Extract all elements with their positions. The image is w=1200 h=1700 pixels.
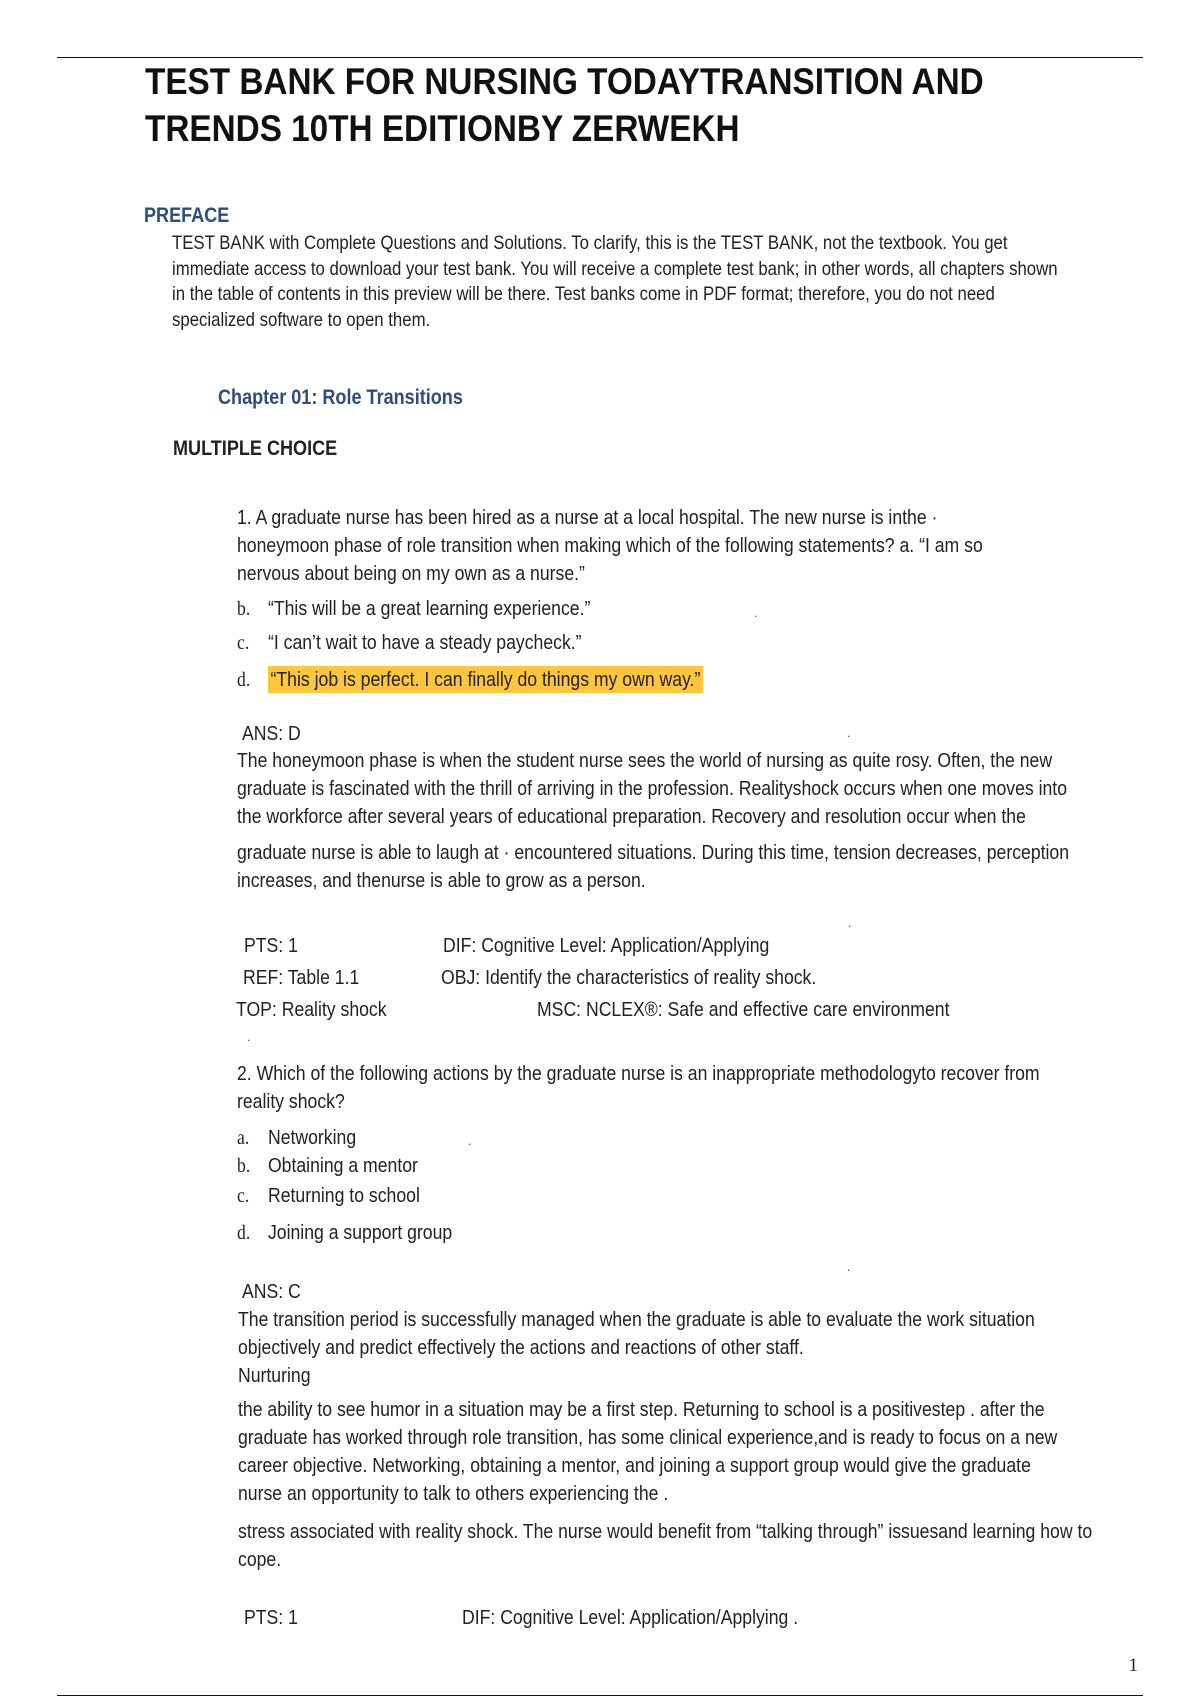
stray-dot: . [847, 726, 851, 740]
stem-line: nervous about being on my own as a nurse.” [237, 562, 585, 585]
option-text: “I can’t wait to have a steady paycheck.” [267, 631, 582, 654]
preface-heading: PREFACE [144, 204, 230, 227]
rationale-line: The transition period is successfully managed when the graduate is able to evaluate the work situation [238, 1308, 1035, 1331]
question-1-obj: OBJ: Identify the characteristics of reality shock. [441, 966, 817, 989]
preface-line: in the table of contents in this preview will be there. Test banks come in PDF format; therefore, you do not need [172, 283, 995, 305]
preface-text [172, 231, 1058, 333]
stem-line: 2. Which of the following actions by the graduate nurse is an inappropriate methodologyto recover from [237, 1062, 1040, 1085]
option-text: Networking [267, 1126, 357, 1149]
rationale-line: cope. [238, 1548, 282, 1571]
rationale-line: graduate nurse is able to laugh at · encountered situations. During this time, tension decreases, perception [237, 841, 1070, 864]
page-number: 1 [1128, 1655, 1138, 1676]
rationale-line: stress associated with reality shock. The nurse would benefit from “talking through” issuesand learning how to [238, 1520, 1093, 1543]
question-2-dif: DIF: Cognitive Level: Application/Applying . [462, 1606, 799, 1629]
option-letter: b. [237, 598, 251, 620]
option-text: Joining a support group [267, 1221, 453, 1244]
question-1-option-c [237, 631, 582, 655]
rationale-line: nurse an opportunity to talk to others experiencing the . [238, 1482, 669, 1505]
stray-dot: . [468, 1134, 472, 1148]
highlighted-answer-text: “This job is perfect. I can finally do things my own way.” [268, 666, 703, 693]
rationale-line: increases, and thenurse is able to grow as a person. [237, 869, 646, 892]
stray-dot: . [847, 1260, 851, 1274]
option-letter: d. [237, 1222, 251, 1244]
question-1-pts: PTS: 1 [244, 934, 298, 957]
option-text: “This will be a great learning experience.” [267, 597, 591, 620]
rationale-line: career objective. Networking, obtaining a mentor, and joining a support group would give the graduate [238, 1454, 1031, 1477]
question-2-option-c [237, 1184, 420, 1208]
option-letter: c. [237, 1185, 250, 1207]
stem-line: 1. A graduate nurse has been hired as a nurse at a local hospital. The new nurse is inthe · [237, 506, 938, 529]
stray-dot: . [848, 916, 852, 930]
question-1-top: TOP: Reality shock [236, 998, 387, 1021]
stray-dot: . [754, 606, 758, 620]
rationale-line: The honeymoon phase is when the student nurse sees the world of nursing as quite rosy. Often, the new [237, 749, 1053, 772]
question-2-rationale [238, 1306, 1092, 1574]
preface-line: immediate access to download your test bank. You will receive a complete test bank; in other words, all chapters shown [172, 257, 1058, 280]
question-2-option-b [237, 1154, 418, 1178]
preface-line: TEST BANK with Complete Questions and Solutions. To clarify, this is the TEST BANK, not the textbook. You get [172, 232, 1008, 254]
rationale-line: the workforce after several years of educational preparation. Recovery and resolution occur when the [237, 805, 1026, 828]
option-letter: b. [237, 1155, 251, 1177]
question-1-answer: ANS: D [242, 722, 301, 745]
section-heading: MULTIPLE CHOICE [173, 437, 338, 460]
option-text: Returning to school [267, 1184, 420, 1207]
rationale-line: objectively and predict effectively the actions and reactions of other staff. [238, 1336, 804, 1359]
question-1-rationale [237, 747, 1069, 895]
rationale-line: Nurturing [238, 1364, 311, 1387]
question-2-option-a [237, 1126, 356, 1150]
question-1-msc: MSC: NCLEX®: Safe and effective care environment [537, 998, 950, 1021]
question-2-option-d [237, 1221, 452, 1245]
question-2-stem [237, 1060, 1040, 1116]
question-1-option-b [237, 597, 590, 621]
chapter-heading: Chapter 01: Role Transitions [218, 386, 463, 409]
question-1-stem [237, 504, 983, 588]
bottom-rule [57, 1695, 1143, 1696]
question-2-pts: PTS: 1 [244, 1606, 298, 1629]
preface-line: specialized software to open them. [172, 308, 431, 331]
option-letter: d. [237, 669, 251, 691]
question-1-option-d [237, 668, 703, 692]
stem-line: honeymoon phase of role transition when making which of the following statements? a. “I am so [237, 534, 983, 557]
rationale-line: graduate is fascinated with the thrill of arriving in the profession. Realityshock occurs when one moves into [237, 777, 1068, 800]
stray-dot: . [247, 1030, 251, 1044]
option-letter: c. [237, 632, 250, 654]
option-letter: a. [237, 1127, 250, 1149]
stem-line: reality shock? [237, 1090, 345, 1113]
rationale-line: graduate has worked through role transition, has some clinical experience,and is ready to focus on a new [238, 1426, 1058, 1449]
question-2-answer: ANS: C [242, 1280, 301, 1303]
document-title: TEST BANK FOR NURSING TODAYTRANSITION AND TRENDS 10TH EDITIONBY ZERWEKH [145, 61, 984, 149]
option-text: Obtaining a mentor [267, 1154, 418, 1177]
question-1-ref: REF: Table 1.1 [243, 966, 360, 989]
rationale-line: the ability to see humor in a situation may be a first step. Returning to school is a positivestep . after the [238, 1398, 1045, 1421]
question-1-dif: DIF: Cognitive Level: Application/Applying [443, 934, 770, 957]
